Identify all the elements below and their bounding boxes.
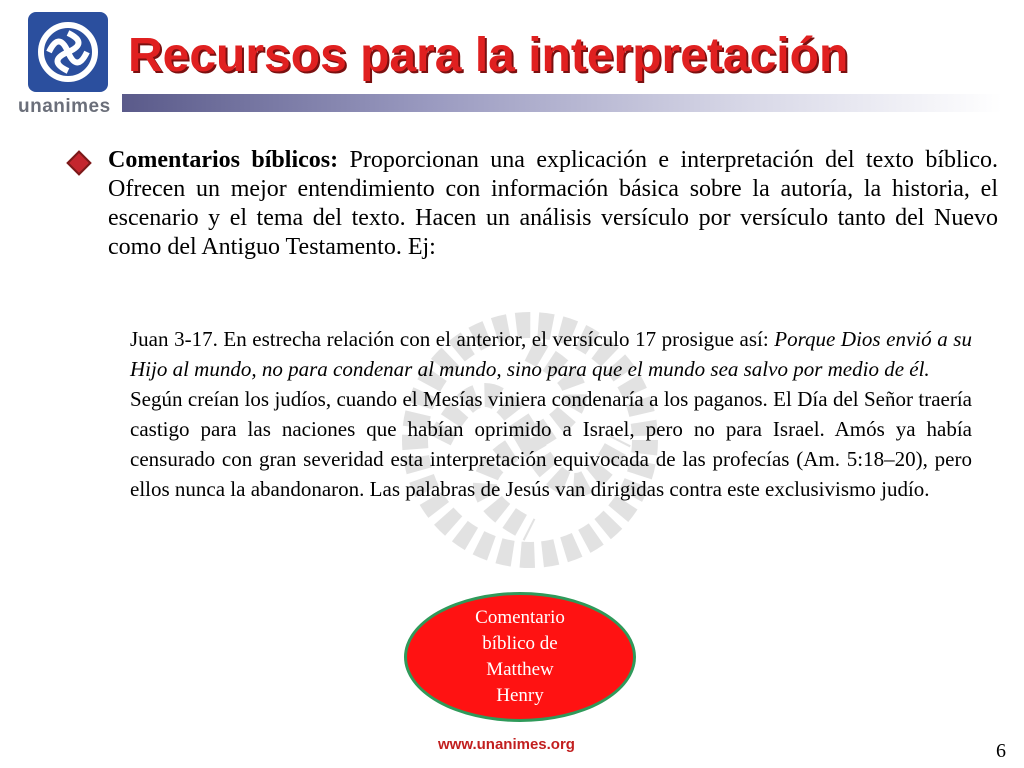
bullet-term: Comentarios bíblicos: [108, 147, 339, 173]
footer-url[interactable]: www.unanimes.org [438, 736, 575, 753]
callout-oval [404, 592, 636, 722]
diamond-bullet-icon [66, 150, 91, 175]
example-intro: Juan 3-17. En estrecha relación con el anterior, el versículo 17 prosigue así: [130, 327, 775, 351]
example-paragraph-1 [130, 324, 972, 384]
example-paragraph-2: Según creían los judíos, cuando el Mesías viniera condenaría a los paganos. El Día del Señor traería castigo para las naciones que habían oprimido a Israel, pero no para Israel. Amós ya había censurado con gran severidad esta interpretación equivocada de las profecías (Am. 5:18–20), pero ellos nunca la abandonaron. Las palabras de Jesús van dirigidas contra este exclusivismo judío. [130, 387, 972, 501]
unanimes-logo [18, 10, 118, 117]
example-quote: Porque Dios envió a su Hijo al mundo, no para condenar al mundo, sino para que el mundo sea salvo por medio de él. [130, 327, 972, 381]
bullet-description: Proporcionan una explicación e interpretación del texto bíblico. Ofrecen un mejor entendimiento con información básica sobre la autoría, la historia, el escenario y el tema del texto. Hacen un análisis versículo por versículo tanto del Nuevo como del Antiguo Testamento. Ej: [108, 147, 998, 260]
callout-text: Comentario bíblico de Matthew Henry [475, 607, 565, 706]
bullet-paragraph [66, 146, 998, 262]
slide-title: Recursos para la interpretación [128, 29, 849, 82]
example-block [130, 324, 972, 504]
unanimes-logo-icon [28, 12, 108, 92]
logo-wordmark: unanimes [18, 96, 111, 117]
page-number: 6 [996, 740, 1006, 762]
bullet-text [108, 146, 998, 262]
title-underline-bar [122, 94, 1002, 112]
